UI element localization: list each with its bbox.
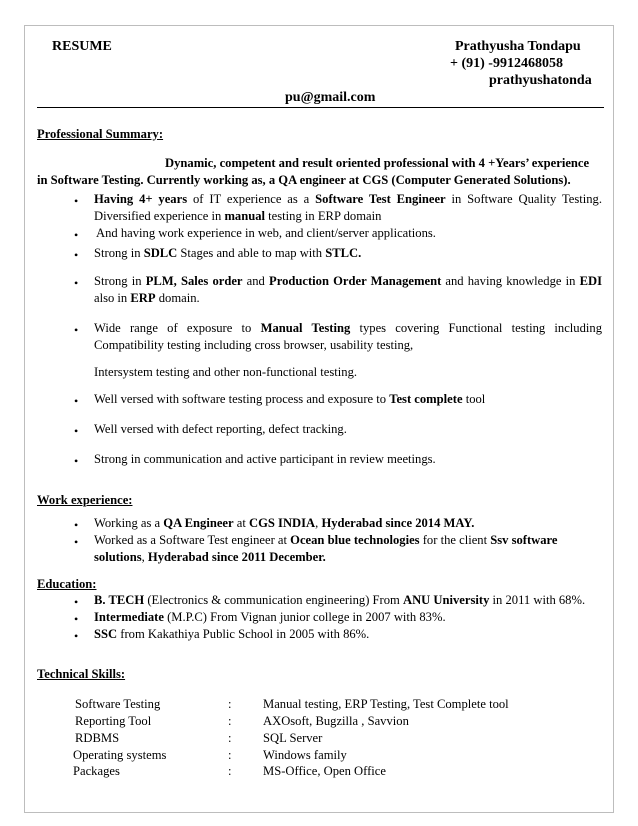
summary-item-1-line2: Diversified experience in manual testing in ERP domain (94, 209, 382, 223)
work-item-1: Working as a QA Engineer at CGS INDIA, Hyderabad since 2014 MAY. (94, 516, 475, 530)
bullet-icon: • (74, 394, 79, 408)
skill-value: Windows family (263, 748, 347, 762)
bullet-icon: • (74, 323, 79, 337)
skill-value: AXOsoft, Bugzilla , Savvion (263, 714, 409, 728)
summary-item-1: Having 4+ years of IT experience as a Software Test Engineer in Software Quality Testing. (94, 192, 602, 206)
bullet-icon: • (74, 518, 79, 532)
skill-label: Packages (73, 764, 120, 778)
summary-item-6: Well versed with software testing process and exposure to Test complete tool (94, 392, 486, 406)
bullet-icon: • (74, 276, 79, 290)
skill-label: Reporting Tool (75, 714, 152, 728)
bullet-icon: • (74, 535, 79, 549)
work-heading: Work experience: (37, 493, 133, 507)
bullet-icon: • (74, 454, 79, 468)
education-item-1: B. TECH (Electronics & communication engineering) From ANU University in 2011 with 68%. (94, 593, 586, 607)
summary-item-3: Strong in SDLC Stages and able to map with STLC. (94, 246, 362, 260)
summary-item-5: Wide range of exposure to Manual Testing types covering Functional testing including (94, 321, 602, 335)
skill-separator: : (228, 731, 232, 745)
resume-title: RESUME (52, 39, 112, 54)
summary-item-2: And having work experience in web, and client/server applications. (96, 226, 436, 240)
skill-value: SQL Server (263, 731, 323, 745)
skill-value: MS-Office, Open Office (263, 764, 386, 778)
email-line1: prathyushatonda (489, 73, 592, 88)
summary-item-7: Well versed with defect reporting, defect tracking. (94, 422, 347, 436)
work-item-2-line2: solutions, Hyderabad since 2011 December. (94, 550, 326, 564)
bullet-icon: • (74, 228, 79, 242)
page-border (24, 25, 614, 813)
summary-item-8: Strong in communication and active participant in review meetings. (94, 452, 436, 466)
skills-heading: Technical Skills: (37, 667, 126, 681)
skill-value: Manual testing, ERP Testing, Test Complete tool (263, 697, 509, 711)
skill-separator: : (228, 714, 232, 728)
summary-heading: Professional Summary: (37, 127, 164, 141)
bullet-icon: • (74, 248, 79, 262)
education-item-3: SSC from Kakathiya Public School in 2005 with 86%. (94, 627, 370, 641)
education-heading: Education: (37, 577, 97, 591)
candidate-name: Prathyusha Tondapu (455, 39, 581, 54)
summary-intro-line2: in Software Testing. Currently working as, a QA engineer at CGS (Computer Generated Solutions). (37, 173, 571, 187)
bullet-icon: • (74, 194, 79, 208)
header-divider (37, 107, 604, 108)
skill-label: RDBMS (75, 731, 120, 745)
summary-item-4: Strong in PLM, Sales order and Production Order Management and having knowledge in EDI (94, 274, 602, 288)
summary-item-5-line3: Intersystem testing and other non-functional testing. (94, 365, 358, 379)
skill-label: Operating systems (73, 748, 167, 762)
summary-item-5-line2: Compatibility testing including cross browser, usability testing, (94, 338, 414, 352)
skill-separator: : (228, 764, 232, 778)
bullet-icon: • (74, 612, 79, 626)
bullet-icon: • (74, 424, 79, 438)
phone-number: + (91) -9912468058 (450, 56, 563, 71)
skill-separator: : (228, 697, 232, 711)
skill-label: Software Testing (75, 697, 161, 711)
education-item-2: Intermediate (M.P.C) From Vignan junior college in 2007 with 83%. (94, 610, 446, 624)
summary-item-4-line2: also in ERP domain. (94, 291, 200, 305)
bullet-icon: • (74, 595, 79, 609)
skill-separator: : (228, 748, 232, 762)
email-line2: pu@gmail.com (285, 90, 376, 105)
work-item-2: Worked as a Software Test engineer at Ocean blue technologies for the client Ssv software (94, 533, 558, 547)
bullet-icon: • (74, 629, 79, 643)
summary-intro-line1: Dynamic, competent and result oriented professional with 4 +Years’ experience (165, 156, 590, 170)
